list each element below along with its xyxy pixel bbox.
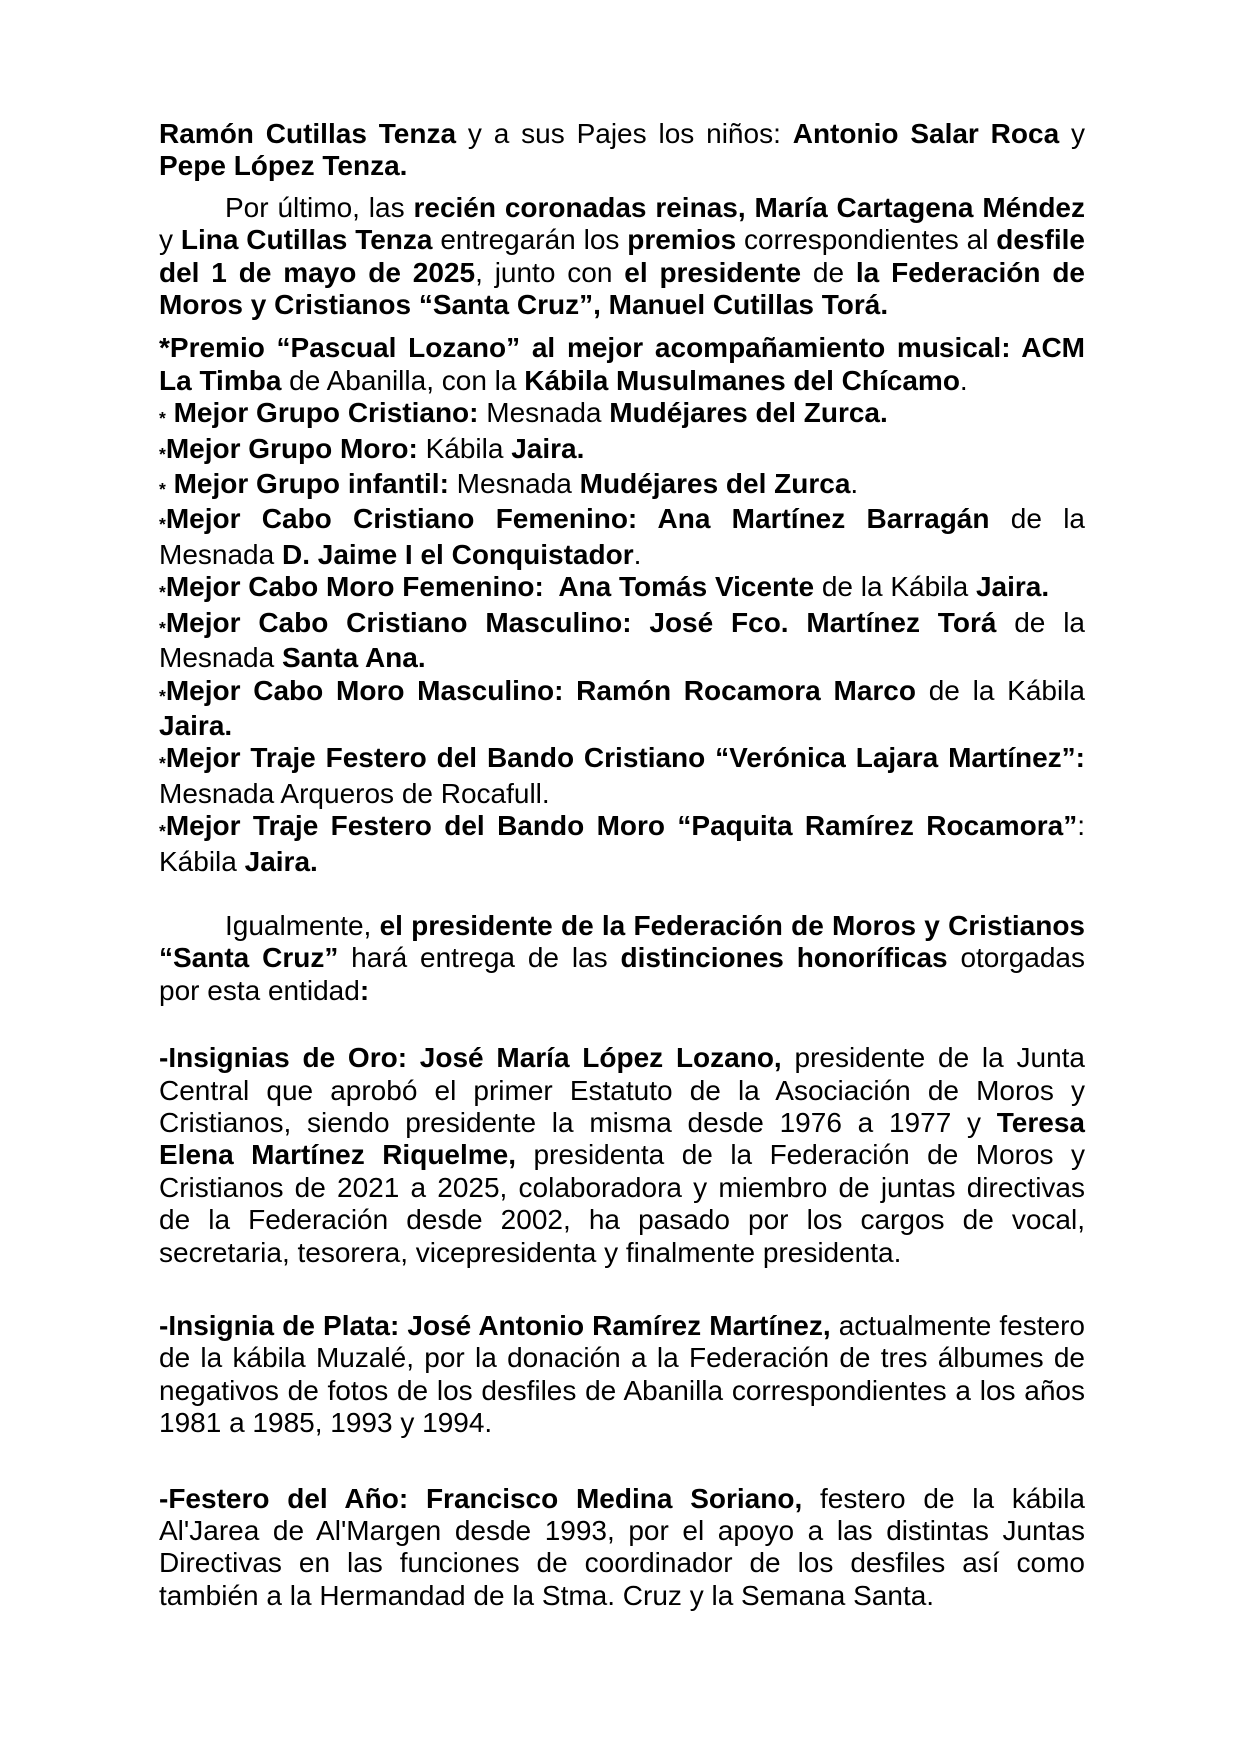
- text-run: .: [959, 364, 968, 396]
- text-run: y: [159, 224, 181, 256]
- text-run: premios: [627, 224, 737, 256]
- asterisk-bullet: *: [159, 582, 166, 603]
- asterisk-bullet: *: [159, 443, 166, 464]
- text-run: Jaira.: [159, 709, 233, 741]
- text-run: hará entrega de las: [338, 942, 621, 974]
- text-run: Jaira.: [975, 571, 1050, 603]
- text-run: Kábila Musulmanes del Chícamo: [524, 364, 960, 396]
- para-insignias-oro: [159, 1042, 1085, 1269]
- text-run: Kábila: [417, 432, 512, 464]
- award-mejor-cabo-cristiano-femenino: [159, 503, 1085, 571]
- text-run: Mesnada Arqueros de Rocafull.: [159, 777, 550, 809]
- text-run: de la Kábila: [915, 674, 1085, 706]
- text-run: : Kábila: [159, 810, 1085, 877]
- text-run: .: [633, 538, 642, 570]
- text-run: -Insignia de Plata: José Antonio Ramírez Martínez,: [159, 1310, 831, 1341]
- award-mejor-cabo-cristiano-masculino: [159, 607, 1085, 675]
- para-insignia-plata: [159, 1310, 1085, 1440]
- text-run: desfile del 1 de mayo de 2025: [159, 224, 1085, 288]
- text-run: de Abanilla, con la: [281, 364, 525, 396]
- asterisk-bullet: *: [159, 617, 166, 638]
- award-mejor-grupo-moro: [159, 433, 1085, 468]
- text-run: actualmente festero de la kábila Muzalé, por la donación a la Federación de tres álbumes de negativos de fotos de los desfiles de Abanilla correspondientes a los años 1981 a 1985, 1993 y 1994.: [159, 1310, 1085, 1439]
- asterisk-bullet: *: [159, 479, 166, 500]
- asterisk-bullet: *: [159, 753, 166, 774]
- text-run: Mejor Cabo Cristiano Femenino: Ana Martínez Barragán: [165, 503, 990, 535]
- text-run: Mejor Traje Festero del Bando Cristiano “Verónica Lajara Martínez”:: [165, 742, 1085, 774]
- text-run: Mejor Grupo infantil:: [165, 468, 449, 500]
- document-body: [159, 118, 1085, 1612]
- text-run: Jaira.: [511, 432, 585, 464]
- text-run: recién coronadas reinas, María Cartagena Méndez: [413, 191, 1086, 223]
- text-run: D. Jaime I el Conquistador: [281, 538, 634, 570]
- text-run: presidenta de la Federación de Moros y Cristianos de 2021 a 2025, colaboradora y miembro de juntas directivas de la Federación desde 2002, ha pasado por los cargos de vocal, secretaria, tesorera, vicepresidenta y finalmente presidenta.: [159, 1139, 1085, 1268]
- text-run: Mejor Cabo Moro Masculino: Ramón Rocamora Marco: [165, 674, 916, 706]
- award-mejor-traje-cristiano: [159, 742, 1085, 810]
- text-run: -Festero del Año: Francisco Medina Soriano,: [159, 1482, 803, 1514]
- para-pajes: [159, 118, 1085, 183]
- text-run: Por último, las: [225, 191, 414, 223]
- para-distinciones: [159, 910, 1085, 1007]
- text-run: Teresa Elena Martínez Riquelme,: [159, 1106, 1085, 1171]
- text-run: correspondientes al: [736, 224, 997, 256]
- text-run: presidente de la Junta Central que aprobó el primer Estatuto de la Asociación de Moros y Cristianos, siendo presidente la misma desde 1976 a 1977 y: [159, 1042, 1085, 1138]
- para-reinas: [159, 192, 1085, 322]
- text-run: de la Mesnada: [159, 606, 1085, 674]
- para-premio-musical: [159, 332, 1085, 397]
- award-mejor-cabo-moro-femenino: [159, 571, 1085, 606]
- award-mejor-grupo-infantil: [159, 468, 1085, 503]
- text-run: distinciones honoríficas: [620, 942, 948, 974]
- award-mejor-cabo-moro-masculino: [159, 675, 1085, 743]
- text-run: y: [1059, 118, 1085, 149]
- text-run: Pepe López Tenza.: [159, 150, 408, 182]
- text-run: Mesnada: [448, 468, 580, 500]
- asterisk-bullet: *: [159, 514, 166, 535]
- text-run: Ramón Cutillas Tenza: [159, 118, 457, 149]
- text-run: :: [359, 974, 370, 1006]
- text-run: y a sus Pajes los niños:: [456, 118, 793, 149]
- award-mejor-grupo-cristiano: [159, 397, 1085, 432]
- asterisk-bullet: *: [159, 408, 166, 429]
- text-run: .: [850, 468, 859, 500]
- text-run: Mudéjares del Zurca.: [609, 397, 888, 429]
- text-run: Mejor Cabo Cristiano Masculino: José Fco. Martínez Torá: [165, 606, 997, 638]
- text-run: el presidente de la Federación de Moros y Cristianos “Santa Cruz”: [159, 909, 1085, 974]
- text-run: de la Kábila: [814, 571, 976, 603]
- text-run: -Insignias de Oro: José María López Lozano,: [159, 1042, 782, 1074]
- text-run: Mesnada: [478, 397, 610, 429]
- para-festero-del-anio: [159, 1483, 1085, 1613]
- text-run: Igualmente,: [225, 909, 380, 941]
- text-run: *Premio “Pascual Lozano” al mejor acompañamiento musical: ACM La Timba: [159, 332, 1085, 396]
- text-run: Mejor Cabo Moro Femenino: Ana Tomás Vicente: [165, 571, 815, 603]
- text-run: otorgadas por esta entidad: [159, 942, 1085, 1006]
- text-run: el presidente: [624, 256, 802, 288]
- text-run: Mudéjares del Zurca: [579, 468, 851, 500]
- text-run: la Federación de Moros y Cristianos “Santa Cruz”, Manuel Cutillas Torá.: [159, 256, 1086, 321]
- text-run: de la Mesnada: [159, 503, 1085, 570]
- text-run: , junto con: [475, 256, 625, 288]
- text-run: Lina Cutillas Tenza: [180, 224, 433, 256]
- text-run: entregarán los: [432, 224, 628, 256]
- text-run: Mejor Grupo Moro:: [165, 432, 418, 464]
- text-run: festero de la kábila Al'Jarea de Al'Margen desde 1993, por el apoyo a las distintas Juntas Directivas en las funciones de coordinador de los desfiles así como también a la Hermandad de la Stma. Cruz y la Semana Santa.: [159, 1482, 1086, 1611]
- text-run: Jaira.: [244, 845, 318, 877]
- asterisk-bullet: *: [159, 821, 166, 842]
- text-run: Mejor Traje Festero del Bando Moro “Paquita Ramírez Rocamora”: [165, 810, 1078, 842]
- text-run: Mejor Grupo Cristiano:: [165, 397, 479, 429]
- award-mejor-traje-moro: [159, 810, 1085, 878]
- asterisk-bullet: *: [159, 685, 166, 706]
- text-run: Antonio Salar Roca: [792, 118, 1060, 149]
- text-run: de: [801, 256, 856, 288]
- text-run: Santa Ana.: [281, 642, 426, 674]
